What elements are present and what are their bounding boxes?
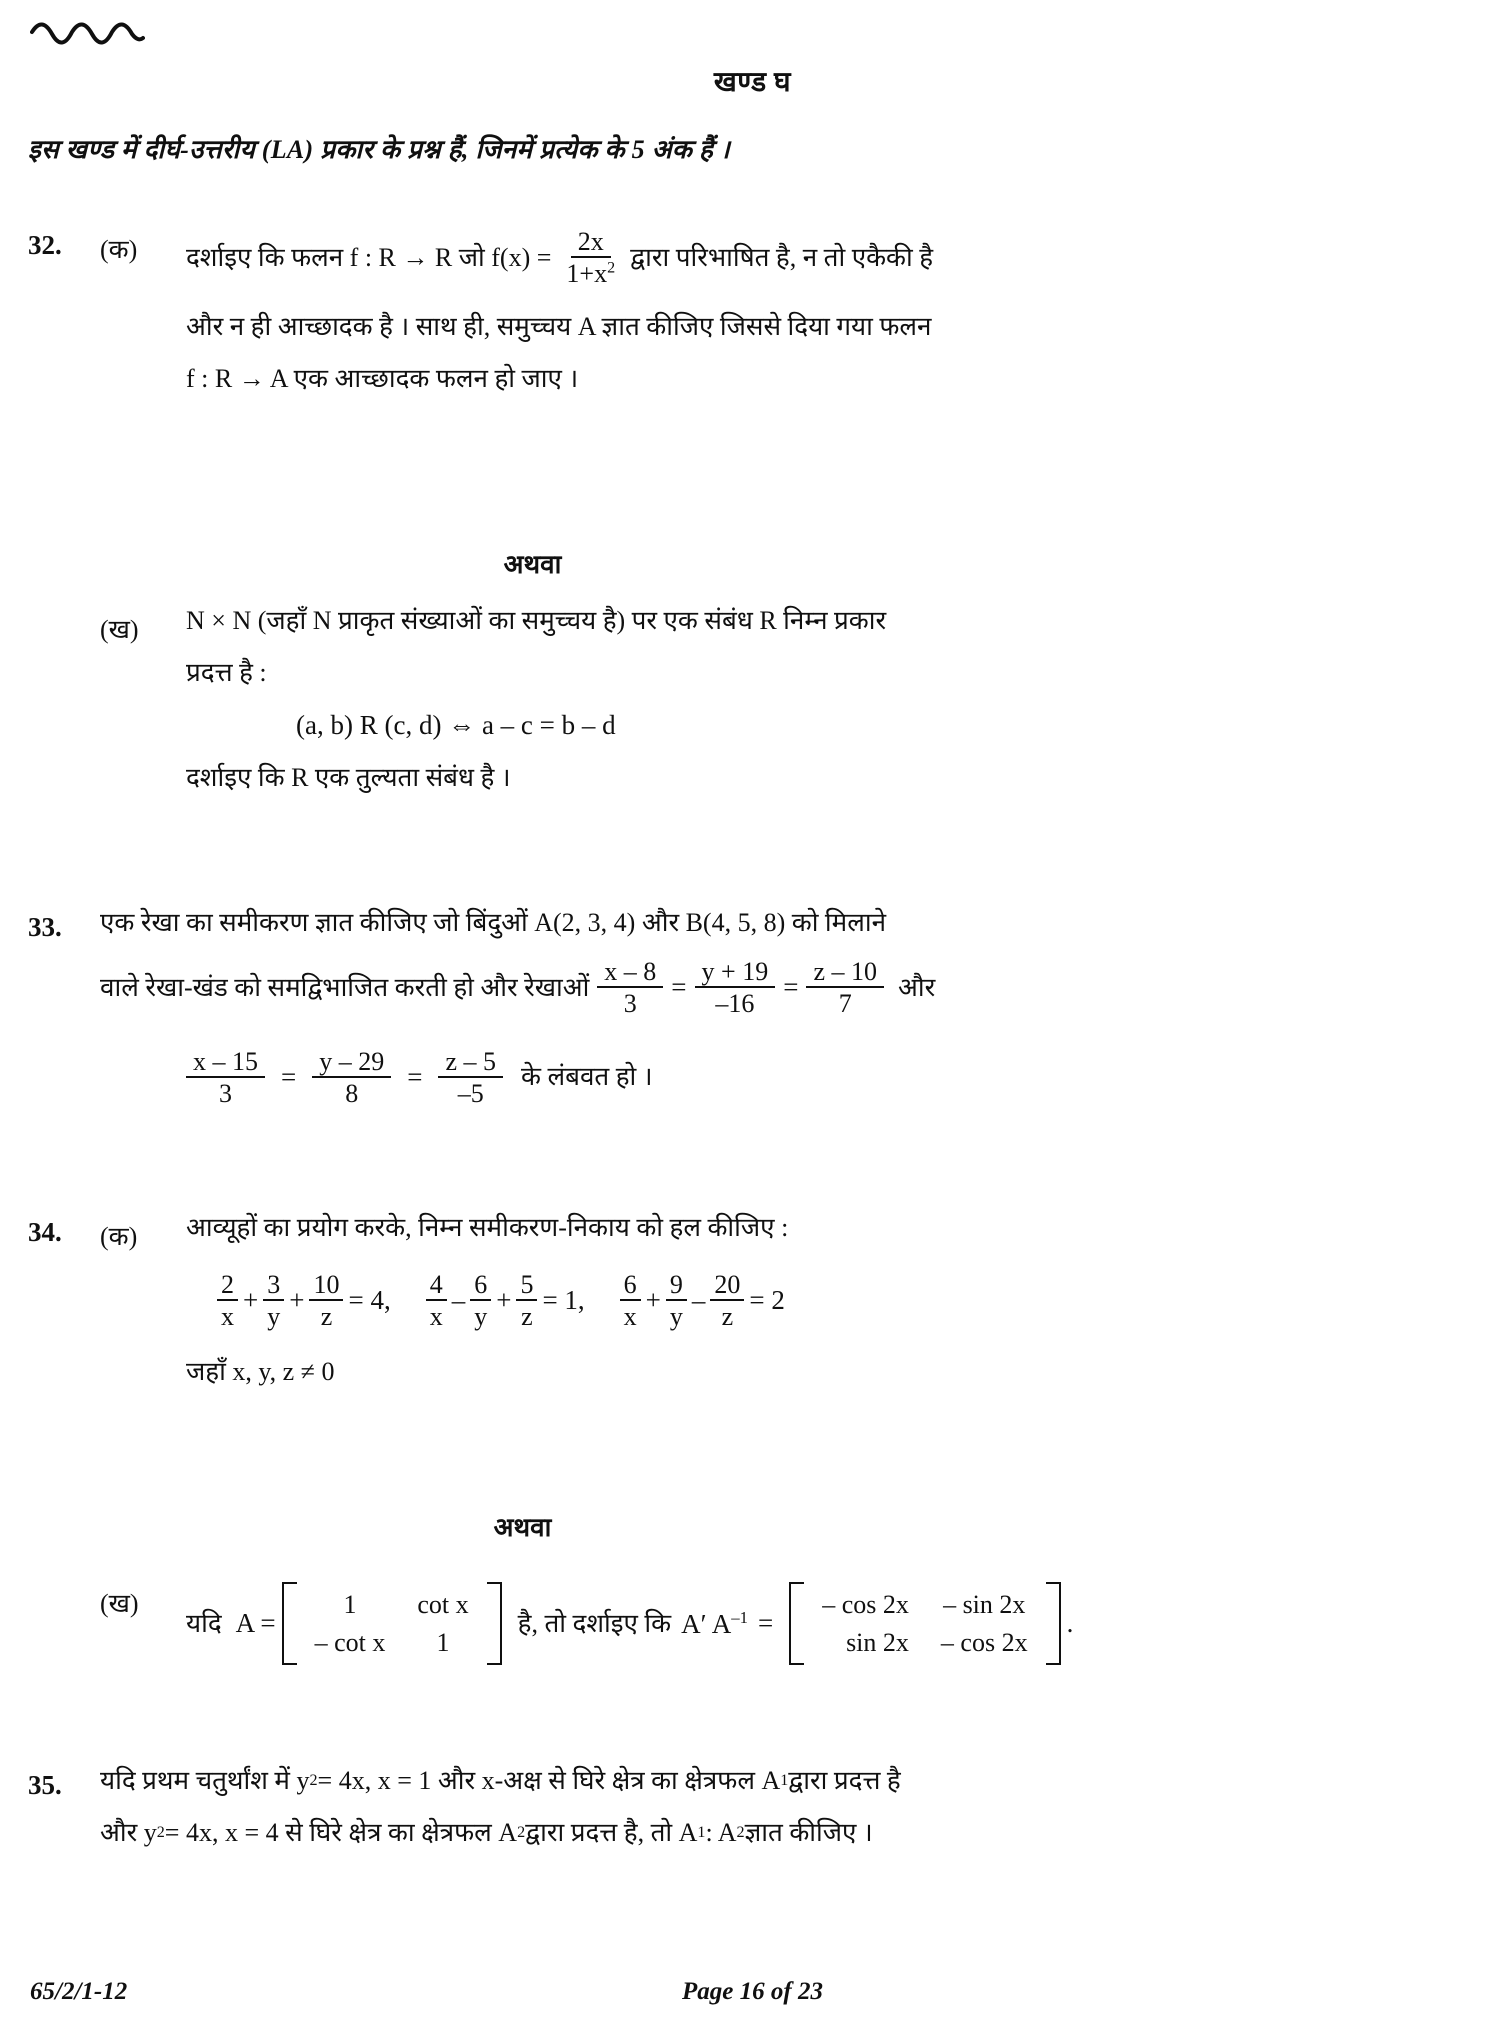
q34b-expression-exponent: –1 [731, 1607, 748, 1627]
footer-page-label: Page 16 of 23 [682, 1978, 823, 2005]
q34a-eq1-term2 [263, 1271, 284, 1331]
q33-eq1-term2 [695, 958, 776, 1018]
q35-line1-exponent: 2 [309, 1771, 318, 1789]
q34a-line-3 [186, 1356, 788, 1386]
question-35-body [100, 1768, 901, 1846]
q32a-line-2-text: और न ही आच्छादक है । साथ ही, समुच्चय A ज्ञात कीजिए जिससे दिया गया फलन [186, 311, 932, 341]
q32b-line-3 [186, 765, 886, 791]
q35-line2-part-a: और y [100, 1818, 157, 1847]
q34a-eq1-op1: + [243, 1285, 259, 1316]
q34b-equals-sign: = [758, 1608, 774, 1639]
q34a-equation-system [212, 1271, 788, 1331]
q33-eq1-term3 [806, 958, 884, 1018]
question-34-part-a-label: (क) [100, 1222, 138, 1251]
matrix-a-cell-r2c1: – cot x [314, 1627, 386, 1657]
q34a-eq1-t3-den: z [320, 1302, 333, 1332]
q32a-line-3-text: f : R → A एक आच्छादक फलन हो जाए । [186, 363, 579, 393]
q32b-line-2 [186, 660, 886, 686]
q34a-eq1-t3-num: 10 [309, 1271, 343, 1301]
matrix-a-cell-r1c2: cot x [417, 1590, 469, 1619]
q35-line2-part-c: द्वारा प्रदत्त है, तो A [525, 1818, 698, 1847]
q32b-relation-text: (a, b) R (c, d) ⇔ a – c = b – d [296, 710, 616, 740]
q34a-eq1-rhs: = 4 [348, 1285, 384, 1316]
q34a-line-3-text: जहाँ x, y, z ≠ 0 [186, 1356, 335, 1386]
q34a-eq3-t3-num: 20 [710, 1271, 744, 1301]
q34a-line-1 [186, 1215, 788, 1241]
q32b-line-1 [186, 608, 886, 634]
q32a-fraction [559, 228, 622, 288]
q34a-eq3-op1: + [645, 1285, 661, 1316]
q33-eq2-term3 [438, 1048, 503, 1108]
q34b-matrix-a-label: A = [235, 1608, 276, 1639]
footer-paper-code: 65/2/1-12 [30, 1978, 128, 2005]
q34a-eq3-t1-num: 6 [620, 1271, 641, 1301]
q32a-text-pre: दर्शाइए कि फलन f : R → R जो f(x) = [186, 242, 552, 272]
matrix-result-cell-r2c2: – cos 2x [940, 1627, 1028, 1657]
q35-line1-part-b: = 4x, x = 1 और x-अक्ष से घिरे क्षेत्र का क्षेत्रफल A [317, 1766, 781, 1795]
q34a-eq2-t2-num: 6 [470, 1271, 491, 1301]
q33-eq2-t2-num: y – 29 [312, 1048, 391, 1078]
question-33-number: 33. [28, 912, 62, 942]
question-34-part-b-label: (ख) [100, 1589, 139, 1618]
section-instruction: इस खण्ड में दीर्घ-उत्तरीय (LA) प्रकार के प्रश्न हैं, जिनमें प्रत्येक के 5 अंक हैं । [28, 135, 731, 164]
question-32-part-b [100, 608, 1480, 791]
q34a-eq2-term2 [470, 1271, 491, 1331]
question-32-part-b-body [186, 608, 886, 791]
q33-eq1-t3-num: z – 10 [806, 958, 884, 988]
question-32 [28, 228, 1478, 392]
q34-or-label: अथवा [493, 1513, 552, 1542]
q34a-eq3-term1 [620, 1271, 641, 1331]
q32b-line-2-text: प्रदत्त है : [186, 658, 267, 687]
q32b-relation [296, 712, 886, 739]
q34a-eq1-op2: + [289, 1285, 305, 1316]
q35-line2-part-e: ज्ञात कीजिए । [744, 1818, 873, 1847]
q34a-eq3-t3-den: z [721, 1302, 734, 1332]
q34a-eq2-term3 [516, 1271, 537, 1331]
q34a-eq1-sep: , [383, 1285, 391, 1316]
q34b-matrix-a [282, 1582, 502, 1665]
q33-eq1-t1-num: x – 8 [597, 958, 663, 988]
q34a-eq3-term2 [666, 1271, 687, 1331]
q34a-eq1-t2-num: 3 [263, 1271, 284, 1301]
q32a-frac-denominator [559, 258, 622, 287]
question-33-body [100, 910, 935, 1107]
q34a-eq3-rhs: = 2 [749, 1285, 785, 1316]
question-34-part-b-body [186, 1582, 1073, 1665]
q34a-eq1-t2-den: y [267, 1302, 281, 1332]
q33-line-3 [178, 1048, 935, 1108]
q32a-line-3 [186, 363, 933, 393]
q32a-line-1 [186, 228, 933, 288]
q33-eq1-t2-num: y + 19 [695, 958, 776, 988]
q33-line-2-post: और [897, 972, 936, 1002]
wavy-line-mark-icon [30, 14, 145, 54]
question-34-part-a-body [186, 1215, 788, 1385]
q33-eq1-sign-1: = [671, 972, 687, 1003]
q33-eq2-t2-den: 8 [345, 1078, 359, 1108]
q33-eq2-term2 [312, 1048, 391, 1108]
q34b-expression [681, 1607, 748, 1639]
q34a-eq1-t1-num: 2 [217, 1271, 238, 1301]
q33-eq2-sign-1: = [281, 1061, 297, 1092]
q35-line2-part-d: : A [705, 1818, 737, 1847]
q34a-eq3-t2-num: 9 [666, 1271, 687, 1301]
q34a-eq2-op2: + [496, 1285, 512, 1316]
q35-line2-subscript-a2: 2 [517, 1823, 526, 1841]
q32-or-label: अथवा [503, 550, 562, 579]
q33-eq2-t3-den: –5 [457, 1078, 484, 1108]
q33-eq2-t1-num: x – 15 [186, 1048, 265, 1078]
q33-line-2 [100, 958, 935, 1018]
q35-line2-part-b: = 4x, x = 4 से घिरे क्षेत्र का क्षेत्रफल A [164, 1818, 518, 1847]
q34b-expression-label: A′ A [681, 1608, 732, 1639]
q34a-eq3-op2: – [691, 1285, 706, 1316]
question-32-part-b-label: (ख) [100, 615, 139, 644]
section-heading: खण्ड घ [713, 67, 792, 98]
q33-eq1-t3-den: 7 [838, 989, 852, 1019]
q34b-pre-text: यदि [186, 1608, 222, 1638]
question-32-number: 32. [28, 230, 62, 260]
question-34-number: 34. [28, 1217, 62, 1247]
matrix-a-grid [297, 1582, 487, 1665]
question-32-part-a-body [186, 228, 933, 392]
q34a-eq2-op1: – [451, 1285, 466, 1316]
q33-eq2-sign-2: = [407, 1061, 423, 1092]
q33-line-1 [100, 910, 935, 936]
q33-eq1-term1 [597, 958, 663, 1018]
q32a-line-2 [186, 311, 933, 341]
q35-line2-exponent: 2 [156, 1823, 165, 1841]
q35-line-1 [100, 1768, 901, 1794]
q32a-frac-numerator: 2x [571, 228, 611, 258]
matrix-result-grid [804, 1582, 1045, 1665]
q33-eq1-t2-den: –16 [715, 989, 755, 1019]
q32b-line-3-text: दर्शाइए कि R एक तुल्यता संबंध है । [186, 763, 511, 792]
q35-line1-part-c: द्वारा प्रदत्त है [788, 1766, 901, 1795]
q33-line-1-text: एक रेखा का समीकरण ज्ञात कीजिए जो बिंदुओं A(2, 3, 4) और B(4, 5, 8) को मिलाने [100, 908, 887, 937]
question-32-part-a-label: (क) [100, 235, 138, 264]
q35-line2-subscript-a1: 1 [697, 1823, 706, 1841]
q34a-eq1-t1-den: x [221, 1302, 234, 1332]
q34a-eq2-t1-num: 4 [426, 1271, 447, 1301]
q32a-frac-den-base: 1+x [566, 259, 608, 289]
q34a-eq3-term3 [710, 1271, 744, 1331]
q34a-eq3-t2-den: y [669, 1302, 683, 1332]
q34a-eq3-t1-den: x [623, 1302, 637, 1332]
q34a-eq2-rhs: = 1 [542, 1285, 578, 1316]
q32b-line-1-text: N × N (जहाँ N प्राकृत संख्याओं का समुच्चय है) पर एक संबंध R निम्न प्रकार [186, 606, 887, 635]
q34a-eq2-sep: , [577, 1285, 585, 1316]
question-35-number: 35. [28, 1770, 62, 1800]
q34a-eq2-t3-den: z [521, 1302, 533, 1332]
question-34 [28, 1215, 1488, 1385]
q34a-eq1-term3 [309, 1271, 343, 1331]
q34a-eq1-term1 [217, 1271, 238, 1331]
matrix-result-cell-r2c1: sin 2x [846, 1627, 909, 1657]
q33-line-3-post: के लंबवत हो । [521, 1062, 653, 1092]
q34a-line-1-text: आव्यूहों का प्रयोग करके, निम्न समीकरण-निकाय को हल कीजिए : [186, 1213, 789, 1242]
q33-eq2-term1 [186, 1048, 265, 1108]
matrix-result-right-bracket [1046, 1582, 1061, 1665]
q34b-mid-text: है, तो दर्शाइए कि [517, 1608, 672, 1638]
q33-eq2-t3-num: z – 5 [438, 1048, 503, 1078]
matrix-result-cell-r1c1: – cos 2x [822, 1590, 909, 1619]
q34b-line [186, 1582, 1073, 1665]
q33-eq2-t1-den: 3 [219, 1078, 232, 1108]
matrix-a-cell-r1c1: 1 [343, 1590, 357, 1619]
q35-line1-part-a: यदि प्रथम चतुर्थांश में y [100, 1766, 310, 1795]
matrix-a-cell-r2c2: 1 [436, 1627, 450, 1657]
q32a-text-post: द्वारा परिभाषित है, न तो एकैकी है [630, 242, 934, 272]
q34b-matrix-result [789, 1582, 1060, 1665]
matrix-result-cell-r1c2: – sin 2x [943, 1590, 1026, 1619]
question-33 [28, 910, 1488, 1107]
q35-line2-subscript-a2b: 2 [736, 1823, 745, 1841]
q34a-eq2-t3-num: 5 [516, 1271, 537, 1301]
question-35 [28, 1768, 1488, 1846]
q32a-frac-den-exponent: 2 [607, 259, 616, 277]
matrix-result-left-bracket [789, 1582, 804, 1665]
q35-line-2 [100, 1820, 901, 1846]
matrix-a-right-bracket [487, 1582, 502, 1665]
question-34-part-b [100, 1582, 1500, 1665]
q34b-period: . [1066, 1608, 1074, 1639]
q34a-eq2-t2-den: y [474, 1302, 488, 1332]
q34a-eq2-term1 [426, 1271, 447, 1331]
q33-line-2-pre: वाले रेखा-खंड को समद्विभाजित करती हो और रेखाओं [100, 972, 590, 1002]
q33-eq1-t1-den: 3 [623, 989, 637, 1019]
q34a-eq2-t1-den: x [429, 1302, 443, 1332]
q35-line1-subscript: 1 [780, 1771, 789, 1789]
q33-eq1-sign-2: = [783, 972, 799, 1003]
matrix-a-left-bracket [282, 1582, 297, 1665]
